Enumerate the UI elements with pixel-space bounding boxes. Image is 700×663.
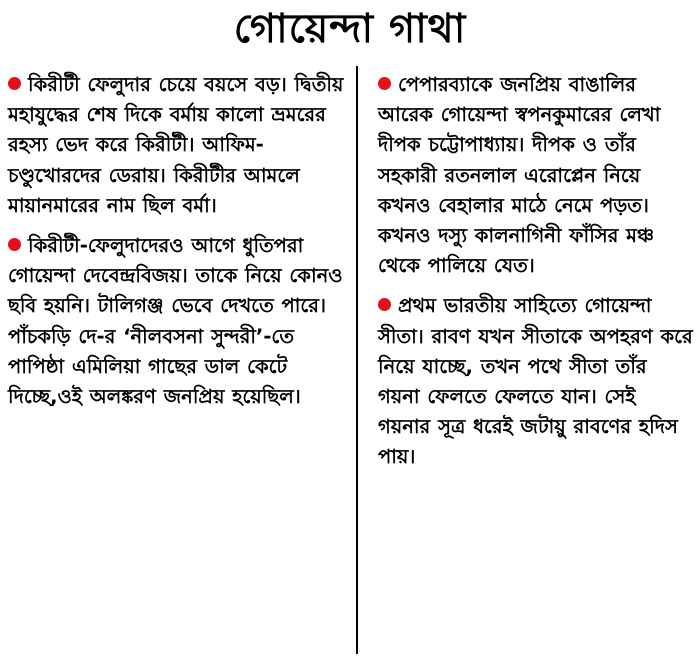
paragraph-text: প্রথম ভারতীয় সাহিত্যে গোয়েন্দা সীতা। রাবণ যখন সীতাকে অপহরণ করে নিয়ে যাচ্ছে, তখন পথে সীতা তাঁর গয়না ফেলতে ফেলতে যান। সেই গয়নার সূত্র ধরেই জটায়ু রাবণের হদিস পায়।	[378, 294, 693, 469]
red-dot-bullet-icon	[8, 238, 21, 251]
paragraph-kiriti-age	[8, 70, 346, 221]
paragraph-debendrabijoy	[8, 231, 346, 412]
red-dot-bullet-icon	[378, 77, 391, 90]
left-column	[8, 70, 346, 422]
red-dot-bullet-icon	[378, 298, 391, 311]
paragraph-sita	[378, 291, 694, 472]
paragraph-dipak	[378, 70, 694, 281]
right-column	[378, 70, 694, 483]
column-divider	[356, 66, 358, 654]
paragraph-text: পেপারব্যাকে জনপ্রিয় বাঙালির আরেক গোয়েন্দা স্বপনকুমারের লেখা দীপক চট্টোপাধ্যায়। দীপক ও তাঁর সহকারী রতনলাল এরোপ্লেন নিয়ে কখনও বেহালার মাঠে নেমে পড়ত। কখনও দস্যু কালনাগিনী ফাঁসির মঞ্চ থেকে পালিয়ে যেত।	[378, 73, 661, 278]
headline: গোয়েন্দা গাথা	[233, 6, 467, 52]
paragraph-text: কিরীটী ফেলুদার চেয়ে বয়সে বড়। দ্বিতীয় মহাযুদ্ধের শেষ দিকে বর্মায় কালো ভ্রমরের রহস্য ভেদ করে কিরীটী। আফিম-চণ্ডুখোরদের ডেরায়। কিরীটীর আমলে মায়ানমারের নাম ছিল বর্মা।	[8, 73, 344, 217]
paragraph-text: কিরীটী-ফেলুদাদেরও আগে ধুতিপরা গোয়েন্দা দেবেন্দ্রবিজয়। তাকে নিয়ে কোনও ছবি হয়নি। টালিগঞ্জ ভেবে দেখতে পারে। পাঁচকড়ি দে-র ‘নীলবসনা সুন্দরী’-তে পাপিষ্ঠা এমিলিয়া গাছের ডাল কেটে দিচ্ছে,ওই অলঙ্করণ জনপ্রিয় হয়েছিল।	[8, 234, 343, 409]
red-dot-bullet-icon	[8, 77, 21, 90]
